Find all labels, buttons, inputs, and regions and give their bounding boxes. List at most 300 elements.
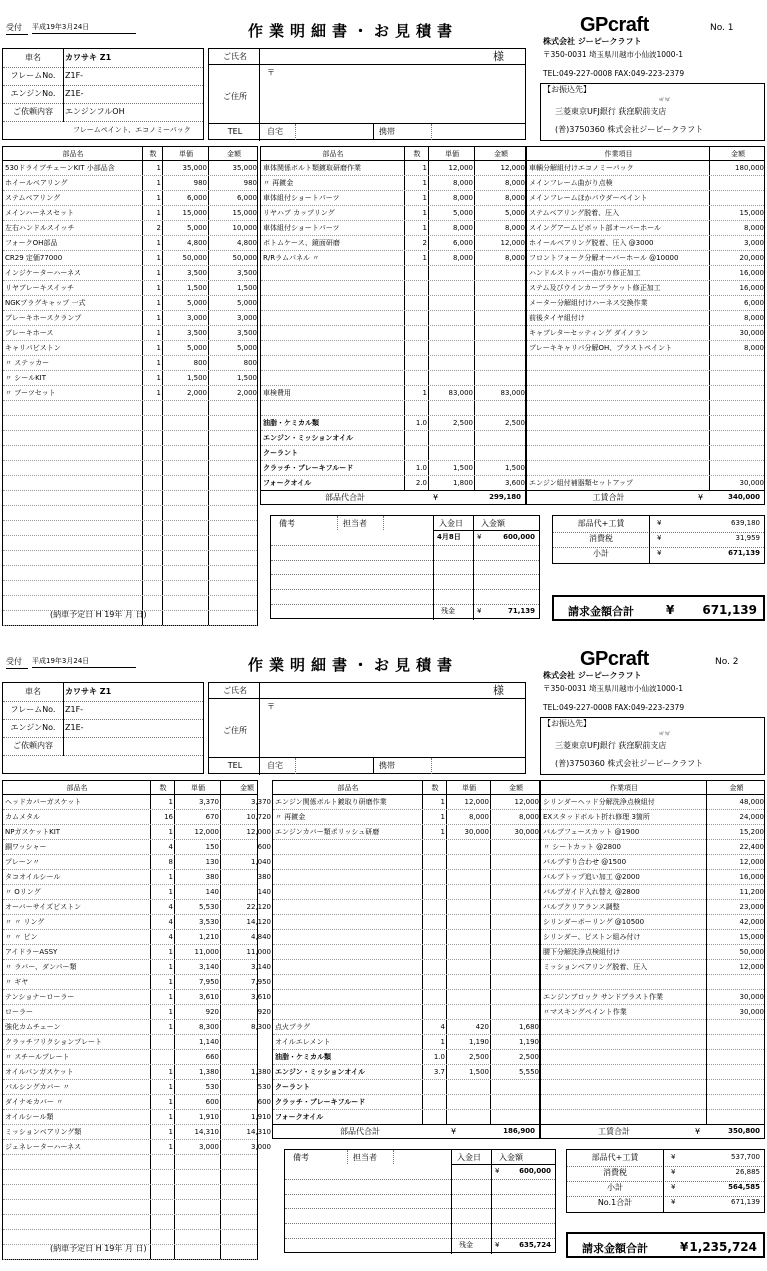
table-cell — [475, 431, 527, 445]
table-cell — [447, 1005, 491, 1019]
table-row — [3, 1050, 257, 1065]
table-header — [541, 781, 764, 795]
divider — [337, 516, 338, 530]
sheet-number: No. 2 — [715, 657, 739, 667]
table-cell — [707, 1095, 766, 1109]
divider — [431, 124, 432, 140]
table-row — [3, 401, 257, 416]
table-cell: 14,310 — [246, 1128, 271, 1136]
table-cell: 1,500 — [236, 374, 257, 382]
table-row — [3, 840, 271, 855]
table-cell — [261, 401, 405, 415]
table-cell: 2,000 — [186, 389, 207, 397]
table-cell: 〃 ラバー、ダンパー類 — [5, 963, 77, 971]
table-row — [273, 915, 539, 930]
table-cell: 1 — [156, 299, 161, 307]
table-cell — [405, 266, 429, 280]
table-cell: 8,000 — [504, 179, 525, 187]
table-cell: 1 — [422, 224, 427, 232]
table-row — [273, 1110, 539, 1125]
table-row — [541, 1065, 764, 1080]
labor-table — [526, 146, 765, 491]
bank-branch-kana: ﾊｷﾞｸﾎﾞ — [659, 97, 671, 102]
table-cell — [491, 870, 541, 884]
table-row — [261, 476, 525, 491]
table-row — [273, 1020, 539, 1035]
table-cell: キャリパビストン — [5, 344, 61, 352]
row-line — [285, 1208, 555, 1209]
table-cell — [175, 1200, 221, 1214]
table-row — [3, 1065, 271, 1080]
table-cell: 6,000 — [743, 299, 764, 307]
table-cell: 530 — [205, 1083, 219, 1091]
customer-info-box — [208, 48, 526, 140]
table-cell: 8,000 — [518, 813, 539, 821]
vehicle-label: エンジンNo. — [10, 723, 56, 732]
table-cell — [143, 401, 163, 415]
labor-total-value: 340,000 — [728, 493, 760, 501]
table-row — [527, 281, 764, 296]
table-cell: 3,500 — [236, 269, 257, 277]
table-row — [527, 416, 764, 431]
received-date: 平成19年3月24日 — [32, 24, 136, 34]
table-cell — [491, 1080, 541, 1094]
yen-mark: ¥ — [451, 1127, 457, 1136]
table-cell: 83,000 — [448, 389, 473, 397]
table-cell — [163, 446, 209, 460]
yen-mark: ¥ — [657, 549, 662, 557]
table-cell — [221, 1155, 273, 1169]
table-row — [541, 825, 764, 840]
table-cell — [423, 1080, 447, 1094]
table-cell: 1.0 — [433, 1053, 445, 1061]
column-header: 単価 — [191, 783, 205, 792]
table-row — [3, 1110, 271, 1125]
table-cell — [710, 176, 766, 190]
address-label: ご住所 — [223, 92, 247, 101]
table-cell — [3, 446, 143, 460]
table-row — [273, 825, 539, 840]
table-row — [3, 825, 271, 840]
table-row — [273, 840, 539, 855]
table-cell: ホイールベアリング — [5, 179, 68, 187]
table-cell: 1,500 — [468, 1068, 489, 1076]
table-cell: 1,500 — [452, 464, 473, 472]
document-title: 作業明細書・お見積書 — [248, 22, 459, 40]
table-cell — [273, 990, 423, 1004]
table-row — [541, 1005, 764, 1020]
table-cell — [527, 446, 710, 460]
request-value-2: フレームペイント、エコノミーパック — [73, 126, 191, 134]
table-cell — [475, 341, 527, 355]
table-row — [527, 251, 764, 266]
table-cell — [209, 581, 259, 595]
table-row — [3, 386, 257, 401]
parts-table-2 — [260, 146, 526, 491]
table-row — [541, 885, 764, 900]
table-cell: 1 — [168, 873, 173, 881]
table-cell — [151, 1200, 175, 1214]
table-cell: 150 — [205, 843, 219, 851]
postal-mark: 〒 — [267, 68, 275, 77]
table-cell: 530 — [257, 1083, 271, 1091]
table-row — [3, 990, 271, 1005]
table-cell — [475, 371, 527, 385]
table-row — [527, 206, 764, 221]
table-row — [3, 221, 257, 236]
table-cell: 5,000 — [186, 224, 207, 232]
table-cell — [423, 945, 447, 959]
table-row — [261, 386, 525, 401]
table-row — [527, 476, 764, 491]
table-row — [261, 371, 525, 386]
table-row — [3, 266, 257, 281]
yen-mark: ¥ — [671, 1183, 676, 1191]
table-cell: インジケーターハーネス — [5, 269, 81, 277]
table-cell: プレーン〃 — [5, 858, 40, 866]
table-cell: 3,600 — [504, 479, 525, 487]
row-line — [3, 701, 203, 702]
table-cell — [405, 326, 429, 340]
table-cell: 1,210 — [198, 933, 219, 941]
table-cell — [423, 990, 447, 1004]
home-label: 自宅 — [267, 127, 283, 136]
table-cell — [707, 1035, 766, 1049]
table-cell: バルブトップ追い加工 @2000 — [543, 873, 640, 881]
table-cell — [3, 1230, 151, 1244]
bank-info-box — [540, 83, 765, 141]
row-line — [209, 64, 525, 65]
table-cell — [163, 581, 209, 595]
table-cell — [405, 296, 429, 310]
table-row — [541, 930, 764, 945]
table-cell: ステムベアリング脱着、圧入 — [529, 209, 620, 217]
table-cell: ヘッドカバーガスケット — [5, 798, 82, 806]
table-cell: 〃 Oリング — [5, 888, 41, 896]
table-row — [3, 431, 257, 446]
table-cell: 1,190 — [518, 1038, 539, 1046]
column-header: 金額 — [509, 783, 523, 792]
table-cell: 〃 再鍍金 — [275, 813, 306, 821]
table-cell — [3, 1170, 151, 1184]
table-row — [3, 476, 257, 491]
table-cell — [710, 356, 766, 370]
table-row — [273, 1080, 539, 1095]
table-cell — [209, 431, 259, 445]
table-cell: 5,000 — [186, 344, 207, 352]
table-cell — [429, 371, 475, 385]
table-cell — [261, 281, 405, 295]
table-row — [527, 191, 764, 206]
table-cell — [261, 371, 405, 385]
table-row — [541, 945, 764, 960]
table-cell — [175, 1185, 221, 1199]
table-cell: 1 — [156, 164, 161, 172]
table-cell — [707, 1050, 766, 1064]
row-line — [433, 530, 539, 531]
table-cell — [429, 326, 475, 340]
company-name: 株式会社 ジーピークラフト — [543, 37, 642, 46]
table-cell — [447, 840, 491, 854]
bank-account: (普)3750360 株式会社ジーピークラフト — [555, 759, 704, 768]
table-cell — [447, 915, 491, 929]
table-cell: 3,610 — [198, 993, 219, 1001]
column-header: 数 — [159, 783, 167, 792]
table-cell: パルシングカバー 〃 — [5, 1083, 70, 1091]
table-row — [273, 990, 539, 1005]
table-cell: フォークオイル — [263, 479, 312, 487]
summary-value: 31,959 — [735, 534, 760, 542]
table-cell — [3, 521, 143, 535]
received-label: 受付 — [6, 658, 28, 669]
table-cell: 15,000 — [182, 209, 207, 217]
table-cell — [261, 341, 405, 355]
table-cell — [527, 401, 710, 415]
table-row — [527, 401, 764, 416]
table-cell: タコオイルシール — [5, 873, 61, 881]
row-line — [285, 1179, 555, 1180]
table-cell — [151, 1050, 175, 1064]
table-cell: オイルシール類 — [5, 1113, 54, 1121]
table-cell — [151, 1215, 175, 1229]
table-cell — [429, 341, 475, 355]
table-cell: 1,190 — [468, 1038, 489, 1046]
table-cell: 16,000 — [739, 284, 764, 292]
table-cell: 1 — [156, 239, 161, 247]
table-cell: 12,000 — [514, 798, 539, 806]
table-row — [273, 885, 539, 900]
column-header: 金額 — [494, 149, 508, 158]
grand-total-label: 請求金額合計 — [568, 605, 634, 618]
table-cell — [429, 401, 475, 415]
bank-name: 三菱東京UFJ銀行 荻窪駅前支店 — [555, 741, 667, 750]
table-row — [541, 840, 764, 855]
table-row — [261, 311, 525, 326]
parts-total-value: 299,180 — [489, 493, 521, 501]
table-cell — [541, 1050, 707, 1064]
table-cell — [710, 446, 766, 460]
table-cell — [209, 446, 259, 460]
row-line — [567, 1181, 764, 1182]
table-cell: 140 — [205, 888, 219, 896]
table-row — [261, 266, 525, 281]
table-cell: オイルパンガスケット — [5, 1068, 74, 1076]
table-cell — [3, 416, 143, 430]
table-cell — [221, 1185, 273, 1199]
table-cell: 4 — [168, 903, 173, 911]
table-cell — [405, 356, 429, 370]
row-line — [271, 560, 539, 561]
bank-label: 【お振込先】 — [543, 719, 591, 728]
table-cell — [3, 491, 143, 505]
table-cell: エンジン関係ボルト鍍取り研磨作業 — [275, 798, 387, 806]
table-cell: 1 — [440, 1038, 445, 1046]
table-cell: 3,000 — [743, 239, 764, 247]
table-cell — [541, 1020, 707, 1034]
divider — [649, 516, 650, 563]
table-cell — [475, 356, 527, 370]
table-cell: 50,000 — [739, 948, 764, 956]
table-cell: 7,950 — [250, 978, 271, 986]
table-cell: 800 — [243, 359, 257, 367]
table-cell: 1,910 — [198, 1113, 219, 1121]
received-date: 平成19年3月24日 — [32, 658, 136, 668]
vehicle-label: 車名 — [25, 687, 41, 696]
table-cell — [221, 1215, 273, 1229]
table-cell — [163, 476, 209, 490]
summary-value: 564,585 — [728, 1183, 760, 1191]
table-cell — [429, 356, 475, 370]
table-row — [3, 975, 271, 990]
row-line — [285, 1238, 555, 1239]
table-cell: 920 — [257, 1008, 271, 1016]
table-cell — [273, 960, 423, 974]
table-header — [261, 147, 525, 161]
table-cell — [261, 326, 405, 340]
parts-total-label: 部品代合計 — [325, 493, 365, 502]
table-row — [3, 1200, 257, 1215]
table-row — [273, 795, 539, 810]
table-row — [3, 191, 257, 206]
parts-table-2 — [272, 780, 540, 1125]
table-cell — [151, 1170, 175, 1184]
table-cell — [541, 1065, 707, 1079]
pay-date-label: 入金日 — [439, 519, 463, 528]
table-cell — [710, 431, 766, 445]
table-row — [541, 990, 764, 1005]
parts-total-label: 部品代合計 — [340, 1127, 380, 1136]
table-cell: 16,000 — [739, 269, 764, 277]
table-cell — [527, 431, 710, 445]
summary-label: 部品代+工賃 — [577, 519, 625, 528]
table-cell: クラッチフリクションプレート — [5, 1038, 103, 1046]
bank-branch-kana: ﾊｷﾞｸﾎﾞ — [659, 731, 671, 736]
table-cell: 1 — [156, 179, 161, 187]
table-cell: 30,000 — [464, 828, 489, 836]
table-row — [541, 960, 764, 975]
table-row — [261, 431, 525, 446]
table-cell: 1 — [168, 1128, 173, 1136]
table-row — [261, 356, 525, 371]
table-cell: 980 — [193, 179, 207, 187]
table-cell — [151, 1035, 175, 1049]
table-row — [261, 281, 525, 296]
divider — [431, 758, 432, 774]
row-line — [271, 604, 539, 605]
table-cell — [423, 930, 447, 944]
table-cell: エンジン・ミッションオイル — [275, 1068, 366, 1076]
table-row — [3, 371, 257, 386]
table-cell: 8,000 — [504, 224, 525, 232]
table-cell: 1 — [168, 948, 173, 956]
divider — [63, 49, 64, 122]
table-cell — [151, 1185, 175, 1199]
summary-label: No.1合計 — [597, 1198, 633, 1207]
table-cell: 8,000 — [468, 813, 489, 821]
yen-mark: ¥ — [680, 1240, 689, 1254]
table-cell: メインフレーム曲がり点検 — [529, 179, 613, 187]
table-cell: 5,550 — [518, 1068, 539, 1076]
table-cell: 〃 〃 リング — [5, 918, 45, 926]
table-cell: 14,120 — [246, 918, 271, 926]
summary-label: 部品代+工賃 — [591, 1153, 639, 1162]
table-cell: 1 — [156, 314, 161, 322]
table-cell: テンショナーローラー — [5, 993, 75, 1001]
table-cell: ダイナモカバー 〃 — [5, 1098, 64, 1106]
divider — [259, 49, 260, 141]
yen-mark: ¥ — [495, 1241, 500, 1249]
vehicle-value: Z1E- — [65, 723, 84, 732]
table-cell: 3,000 — [250, 1143, 271, 1151]
table-cell: 1,380 — [198, 1068, 219, 1076]
table-cell — [405, 431, 429, 445]
table-cell: 強化カムチェーン — [5, 1023, 61, 1031]
table-cell: 1 — [422, 164, 427, 172]
table-cell: 11,000 — [194, 948, 219, 956]
table-cell — [447, 1080, 491, 1094]
table-row — [527, 311, 764, 326]
table-cell — [491, 915, 541, 929]
table-cell — [491, 1095, 541, 1109]
table-cell: NPガスケットKIT — [5, 828, 61, 836]
table-cell: 12,000 — [500, 239, 525, 247]
table-cell: 5,530 — [198, 903, 219, 911]
grand-total-box — [566, 1232, 765, 1258]
table-cell — [429, 281, 475, 295]
table-cell: シリンダー、ピストン組み付け — [543, 933, 641, 941]
table-cell — [273, 855, 423, 869]
table-cell — [491, 1110, 541, 1124]
table-cell — [143, 506, 163, 520]
table-row — [3, 900, 271, 915]
table-cell: 16,000 — [739, 873, 764, 881]
table-cell — [3, 401, 143, 415]
document-title: 作業明細書・お見積書 — [248, 656, 459, 674]
table-cell — [541, 1080, 707, 1094]
staff-label: 担当者 — [343, 519, 367, 528]
table-cell: 11,200 — [739, 888, 764, 896]
table-cell — [475, 281, 527, 295]
table-cell: 380 — [205, 873, 219, 881]
table-cell — [475, 326, 527, 340]
table-cell: 12,000 — [448, 164, 473, 172]
table-cell — [707, 975, 766, 989]
summary-label: 消費税 — [589, 534, 613, 543]
table-cell: エンジン・ミッションオイル — [263, 434, 354, 442]
table-cell: 30,000 — [739, 479, 764, 487]
grand-total-value: 671,139 — [702, 603, 757, 617]
table-row — [273, 1065, 539, 1080]
table-row — [527, 446, 764, 461]
table-cell — [491, 930, 541, 944]
table-cell: 6,000 — [236, 194, 257, 202]
table-cell: 1,500 — [504, 464, 525, 472]
table-cell — [261, 311, 405, 325]
table-cell — [163, 416, 209, 430]
table-cell — [221, 1200, 273, 1214]
table-cell — [405, 401, 429, 415]
column-header: 単価 — [462, 783, 476, 792]
table-cell — [447, 930, 491, 944]
honorific: 様 — [493, 684, 504, 697]
table-row — [3, 1095, 271, 1110]
table-cell — [163, 566, 209, 580]
table-cell: アイドラーASSY — [5, 948, 58, 956]
table-cell: 1,800 — [452, 479, 473, 487]
row-line — [567, 1166, 764, 1167]
company-logo: GPcraft — [580, 648, 649, 670]
table-row — [3, 311, 257, 326]
